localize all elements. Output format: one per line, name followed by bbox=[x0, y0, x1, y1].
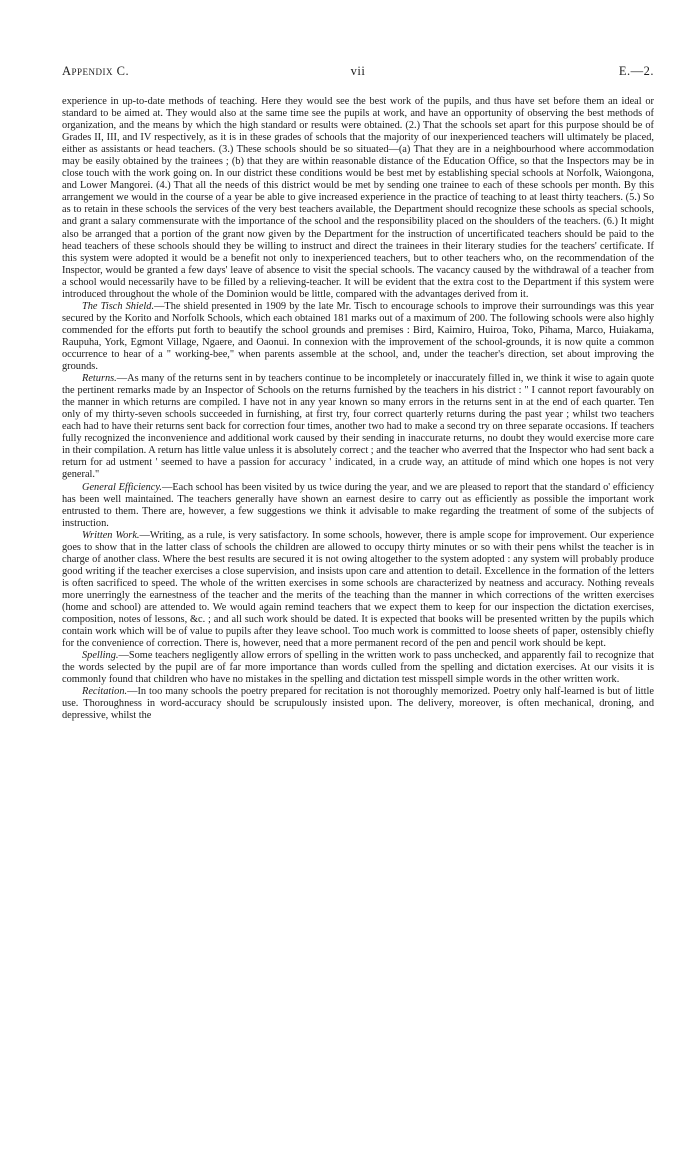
paragraph-tisch-shield bbox=[62, 301, 654, 373]
header-report-code: E.—2. bbox=[618, 64, 654, 78]
paragraph-text: —Each school has been visited by us twice during the year, and we are pleased to report that the standard o' efficiency has been well maintained. The teachers generally have shown an earnest desire to carry out as efficiently as possible the important work entrusted to them. There are, however, a few suggestions we think it advisable to make regarding the treatment of some of the subjects of instruction. bbox=[62, 481, 654, 529]
section-heading-general-efficiency: General Efficiency. bbox=[82, 481, 162, 493]
section-heading-tisch-shield: The Tisch Shield. bbox=[82, 300, 155, 312]
header-appendix-label: Appendix C. bbox=[62, 64, 130, 78]
section-heading-returns: Returns. bbox=[82, 373, 117, 385]
running-header bbox=[62, 64, 654, 80]
paragraph-spelling bbox=[62, 650, 654, 686]
header-page-number: vii bbox=[350, 64, 366, 78]
paragraph-text: experience in up-to-date methods of teaching. Here they would see the best work of the pupils, and thus have set before them an ideal or standard to be aimed at. They would also at the same time see the pupils at work, and have an opportunity of observing the best methods of organization, and the means by which the high standard or results were obtained. (2.) That the schools set apart for this purpose should be of Grades II, III, and IV respectively, as it is in these grades of schools that the majority of our inexperienced teachers will ultimately be placed, either as assistants or head teachers. (3.) These schools should be so situated—(a) That they are in a neighbourhood where accommodation may be easily obtained by the trainees ; (b) that they are within reasonable distance of the Education Office, so that the Inspectors may be in close touch with the work going on. In our district these conditions would be best met by establishing special schools at Norfolk, Waiongona, and Lower Mangorei. (4.) That all the needs of this district would be met by sending one trainee to each of these schools per month. By this arrangement we would in the course of a year be able to give increased experience in the practice of teaching to at least thirty teachers. (5.) So as to retain in these schools the services of the very best teachers available, the Department should recognize these schools as special schools, and grant a salary commensurate with the importance of the school and the responsibility placed on the shoulders of the teachers. (6.) It might also be arranged that a portion of the grant now given by the Department for the instruction of uncertificated teachers should be paid to the head teachers of these schools should they be willing to instruct and direct the trainees in their literary studies for the teachers' certificate. If this system were adopted it would be a benefit not only to inexperienced teachers, but to other teachers who, on the recommendation of the Inspector, would be granted a few days' leave of absence to visit the special schools. The vacancy caused by the withdrawal of a teacher from a school would necessarily have to be filled by a relieving-teacher. It will be evident that the extra cost to the Department if this system were introduced throughout the whole of the Dominion would be little, compared with the advantages derived from it. bbox=[62, 96, 654, 300]
paragraph-text: —Some teachers negligently allow errors of spelling in the written work to pass unchecked, and apparently fail to recognize that the words selected by the pupil are of far more importance than words culled from the spelling and dictation exercises. At our visits it is commonly found that children who have no mistakes in the spelling and dictation test misspell simple words in the other written work. bbox=[62, 650, 654, 686]
section-heading-recitation: Recitation. bbox=[82, 686, 128, 698]
paragraph-text: —In too many schools the poetry prepared for recitation is not thoroughly memorized. Poetry only half-learned is but of little use. Thoroughness in word-accuracy should be scrupulously insisted upon. The delivery, moreover, is often mechanical, droning, and depressive, whilst the bbox=[62, 686, 654, 722]
paragraph-returns bbox=[62, 373, 654, 481]
document-body bbox=[62, 96, 654, 722]
paragraph-text: —The shield presented in 1909 by the late Mr. Tisch to encourage schools to improve their surroundings was this year secured by the Korito and Norfolk Schools, which each obtained 181 marks out of a maximum of 200. The following schools were also highly commended for the efforts put forth to beautify the school grounds and premises : Bird, Kaimiro, Huiroa, Toko, Pihama, Marco, Huiakama, Raupuha, York, Egmont Village, Ngaere, and Oaonui. In connexion with the improvement of the school-grounds, it is now quite a common occurrence to hear of a " working-bee," when parents assemble at the school, and, under the teacher's direction, set about improving the grounds. bbox=[62, 300, 654, 373]
paragraph-general-efficiency bbox=[62, 482, 654, 530]
section-heading-written-work: Written Work. bbox=[82, 529, 140, 541]
paragraph-written-work bbox=[62, 530, 654, 650]
paragraph-teacher-training bbox=[62, 96, 654, 301]
section-heading-spelling: Spelling. bbox=[82, 650, 119, 662]
paragraph-recitation bbox=[62, 686, 654, 722]
paragraph-text: —As many of the returns sent in by teachers continue to be incompletely or inaccurately filled in, we think it wise to again quote the pertinent remarks made by an Inspector of Schools on the returns furnished by the teachers in his district : " I cannot report favourably on the manner in which returns are compiled. I have not in any year known so many errors in the returns sent in at the end of each quarter. Ten only of my thirty-seven schools succeeded in furnishing, at first try, four correct quarterly returns during the past year ; whilst two teachers each had to have their returns sent back for correction four times, another two had to make a second try on three separate occasions. If teachers fully recognized the inconvenience and additional work caused by their sending in inaccurate returns, no doubt they would exercise more care in their compilation. A return has little value unless it is absolutely correct ; and the teacher who averred that the Inspector who had sent back a return for ad ustment ' seemed to have a passion for accuracy ' indicated, in a crude way, an attitude of mind which one hopes is not very general." bbox=[62, 373, 654, 481]
paragraph-text: —Writing, as a rule, is very satisfactory. In some schools, however, there is ample scope for improvement. Our experience goes to show that in the latter class of schools the children are allowed to occupy thirty minutes or so with their pens whilst the teacher is in charge of another class. Where the best results are secured it is not owing altogether to the system adopted : any system will probably produce good writing if the teacher exercises a close supervision, and insists upon care and attention to detail. Excellence in the formation of the letters is often sacrificed to speed. The whole of the written exercises in some schools are characterized by neatness and accuracy. Nothing reveals more unerringly the earnestness of the teacher and the merits of the teaching than the manner in which corrections of the written exercises (home and school) are attended to. We would again remind teachers that we expect them to keep for our inspection the dictation exercises, composition, notes of lessons, &c. ; and all such work should be dated. It is expected that books will be presented written by the pupils which contain work which will be of value to pupils after they leave school. Too much work is committed to loose sheets of paper, ostensibly chiefly for the convenience of correction. There is, however, need that a more permanent record of the pen and pencil work should be kept. bbox=[62, 529, 654, 650]
